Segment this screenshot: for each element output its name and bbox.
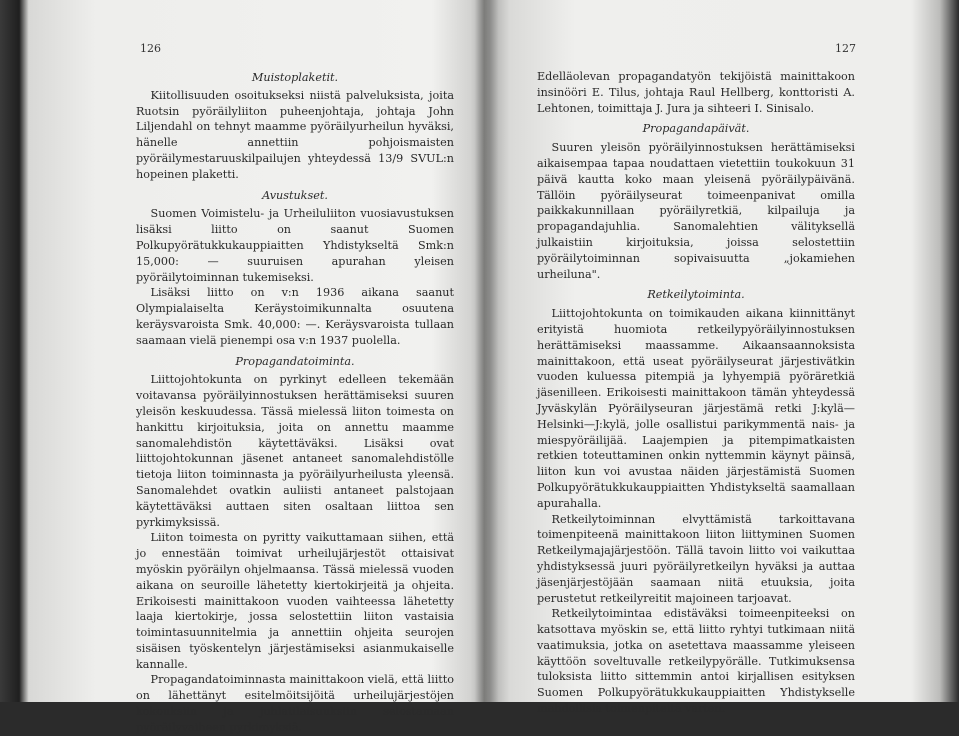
paragraph: Edelläolevan propagandatyön tekijöistä mainittakoon insinööri E. Tilus, johtaja Raul Hellberg, konttoristi A. Lehtonen, toimittaja J. Jura ja sihteeri I. Sinisalo. bbox=[537, 70, 855, 115]
paragraph: Retkeilytoiminnan elvyttämistä tarkoittavana toimenpiteenä mainittakoon liiton liittyminen Suomen Retkeilymajajärjestöön. Tällä tavoin liitto voi vaikuttaa yhdistyksessä juuri pyöräilyretkeilyn hyväksi ja auttaa jäsenjärjestöjään saamaan niitä etuuksia, joita perustetut retkeilyreitit majoineen tarjoavat. bbox=[537, 512, 855, 605]
section-heading: Avustukset. bbox=[262, 188, 328, 202]
paragraph: Retkeilytoimintaa edistäväksi toimeenpiteeksi on katsottava myöskin se, että liitto ryhtyi tutkimaan niitä vaatimuksia, jotka on asetettava maassamme yleiseen käyttöön soveltuvalle retkeilypyörälle. Tutkimuksensa tuloksista liitto sittemmin antoi kirjallisen esityksen Suomen Polkupyörätukkukauppiaitten Yhdistykselle mahdollisia toimenpiteitä varten. bbox=[537, 607, 855, 716]
paragraph: Liittojohtokunta on pyrkinyt edelleen tekemään voitavansa pyöräilyinnostuksen herättämiseksi suuren yleisön keskuudessa. Tässä mielessä liiton toimesta on hankittu kirjoituksia, joita on annettu maamme sanomalehdistön käytettäväksi. Lisäksi ovat liittojohtokunnan jäsenet antaneet sanomalehdistölle tietoja liiton toiminnasta ja pyöräilyurheilusta yleensä. Sanomalehdet ovatkin auliisti antaneet palstojaan käytettäväksi auttaen siten osaltaan liittoa sen pyrkimyksissä. bbox=[136, 373, 454, 529]
section-heading: Propagandapäivät. bbox=[642, 122, 750, 136]
right-page bbox=[510, 0, 940, 716]
page-number: 127 bbox=[835, 42, 856, 55]
paragraph: Liittojohtokunta on toimikauden aikana kiinnittänyt erityistä huomiota retkeilypyöräilyinnostuksen herättämiseksi maassamme. Aikaansaannoksista mainittakoon, että useat pyöräilyseurat järjestivätkin vuoden kuluessa pitempiä ja lyhyempiä pyöräretkiä jäsenilleen. Erikoisesti mainittakoon tämän yhteydessä Jyväskylän Pyöräilyseuran järjestämä retki J:kylä—Helsinki—J:kylä, jolle osallistui parikymmentä nais- ja miespyöräilijää. Laajempien ja pitempimatkaisten retkien toteuttaminen onkin nyttemmin käynyt päinsä, liiton kun voi avustaa näiden järjestämistä Suomen Polkupyörätukkukauppiaitten Yhdistykseltä saamallaan apurahalla. bbox=[537, 307, 855, 510]
text-column bbox=[136, 70, 454, 736]
section-heading: Propagandatoiminta. bbox=[235, 354, 355, 368]
section-heading: Muistoplaketit. bbox=[251, 71, 339, 84]
left-page bbox=[30, 0, 480, 734]
page-number: 126 bbox=[140, 42, 161, 55]
text-column bbox=[537, 69, 855, 717]
section-heading: Retkeilytoiminta. bbox=[647, 288, 745, 302]
paragraph: Suomen Voimistelu- ja Urheiluliiton vuosiavustuksen lisäksi liitto on saanut Suomen Polkupyörätukkukauppiaitten Yhdistykseltä Smk:n 15,000: — suuruisen apurahan yleisen pyöräilytoiminnan tukemiseksi. bbox=[136, 207, 454, 284]
paragraph: Kiitollisuuden osoitukseksi niistä palveluksista, joita Ruotsin pyöräilyliiton puheenjohtaja, johtaja John Liljendahl on tehnyt maamme pyöräilyurheilun hyväksi, hänelle annettiin pohjoismaisten pyöräilymestaruuskilpailujen yhteydessä 13/9 SVUL:n hopeinen plaketti. bbox=[136, 88, 454, 181]
paragraph: Propagandatoiminnasta mainittakoon vielä, että liitto on lähettänyt esitelmöitsijöitä urheilujärjestöjen kokouksiin ja juhlatilaisuuksiin selostamaan pyöräilyvaiheen pyrkimyksiä. bbox=[136, 673, 454, 734]
paragraph: Lisäksi liitto on v:n 1936 aikana saanut Olympialaiselta Keräystoimikunnalta osuutena keräysvaroista Smk. 40,000: —. Keräysvaroista tullaan saamaan vielä pienempi osa v:n 1937 puolella. bbox=[136, 286, 454, 347]
paragraph: Liiton toimesta on pyritty vaikuttamaan siihen, että jo ennestään toimivat urheilujärjestöt ottaisivat myöskin pyöräilyn ohjelmaansa. Tässä mielessä vuoden aikana on seuroille lähetetty kiertokirjeitä ja ohjeita. Erikoisesti mainittakoon vuoden vaihteessa lähetetty laaja kiertokirje, jossa selostettiin liiton vastaisia toimintasuunnitelmia ja annettiin ohjeita seurojen sisäisen työskentelyn järjestämiseksi asianmukaiselle kannalle. bbox=[136, 531, 454, 671]
paragraph: Suuren yleisön pyöräilyinnostuksen herättämiseksi aikaisempaa tapaa noudattaen vietettiin toukokuun 31 päivä kautta koko maan yleisenä pyöräilypäivänä. Tällöin pyöräilyseurat toimeenpanivat omilla paikkakunnillaan pyöräilyretkiä, kilpailuja ja propagandajuhlia. Sanomalehtien välityksellä julkaistiin kirjoituksia, joissa selostettiin pyöräilytoiminnan sopivaisuutta „jokamiehen urheiluna". bbox=[537, 141, 855, 281]
